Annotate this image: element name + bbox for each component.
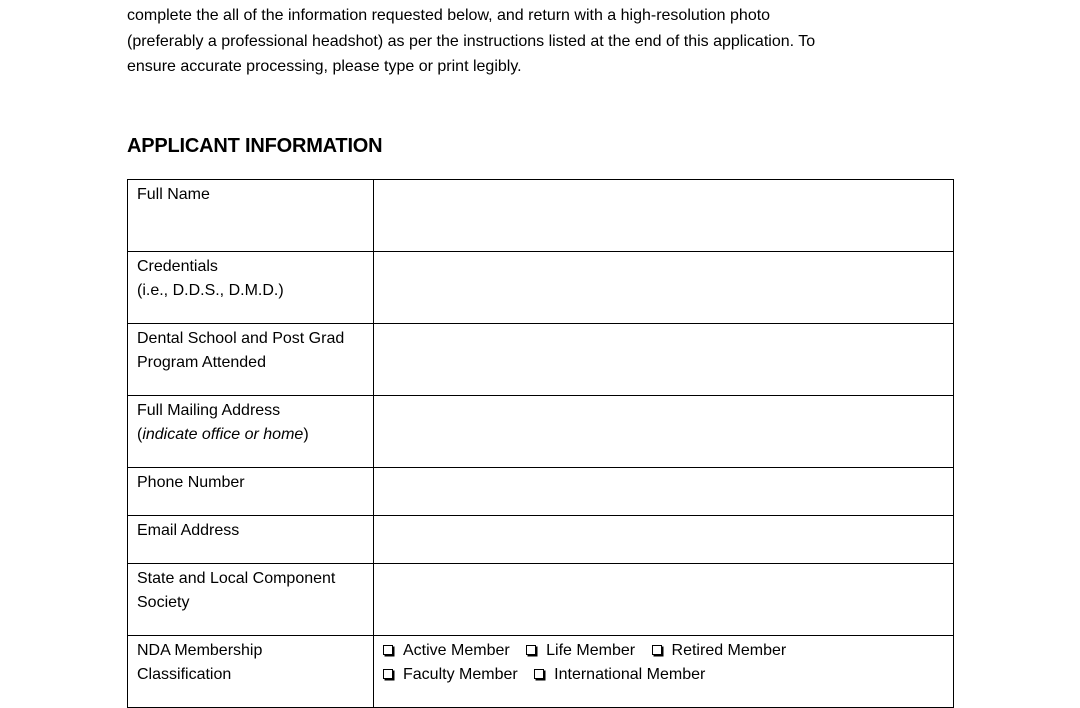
checkbox-icon[interactable] <box>383 669 393 679</box>
mailing-address-field[interactable] <box>374 396 954 468</box>
table-row-email <box>128 516 954 564</box>
table-row-membership <box>128 636 954 708</box>
table-row-phone <box>128 468 954 516</box>
checkbox-icon[interactable] <box>652 645 662 655</box>
faculty-member-option[interactable]: Faculty Member <box>383 666 518 683</box>
checkbox-icon[interactable] <box>383 645 393 655</box>
credentials-hint: (i.e., D.D.S., D.M.D.) <box>137 281 284 299</box>
component-society-field[interactable] <box>374 564 954 636</box>
dental-school-field[interactable] <box>374 324 954 396</box>
membership-options-row-2 <box>383 663 944 687</box>
full-name-field[interactable] <box>374 180 954 252</box>
table-row-mailing-address <box>128 396 954 468</box>
intro-line-1: complete the all of the information requested below, and return with a high-resolution photo <box>127 7 771 24</box>
intro-paragraph <box>127 3 927 80</box>
membership-options-row-1 <box>383 639 944 663</box>
retired-member-option[interactable]: Retired Member <box>652 642 787 659</box>
mailing-address-hint: (indicate office or home) <box>137 425 309 443</box>
email-label: Email Address <box>128 516 374 564</box>
phone-label: Phone Number <box>128 468 374 516</box>
credentials-label: Credentials (i.e., D.D.S., D.M.D.) <box>128 252 374 324</box>
email-field[interactable] <box>374 516 954 564</box>
dental-school-label: Dental School and Post Grad Program Attended <box>128 324 374 396</box>
checkbox-icon[interactable] <box>526 645 536 655</box>
membership-label: NDA Membership Classification <box>128 636 374 708</box>
active-member-option[interactable]: Active Member <box>383 642 510 659</box>
table-row-full-name <box>128 180 954 252</box>
component-society-label: State and Local Component Society <box>128 564 374 636</box>
intro-line-2: (preferably a professional headshot) as per the instructions listed at the end of this application. To <box>127 32 816 50</box>
table-row-dental-school <box>128 324 954 396</box>
full-name-label: Full Name <box>128 180 374 252</box>
checkbox-icon[interactable] <box>534 669 544 679</box>
credentials-field[interactable] <box>374 252 954 324</box>
life-member-option[interactable]: Life Member <box>526 642 635 659</box>
mailing-address-label: Full Mailing Address (indicate office or home) <box>128 396 374 468</box>
section-heading: APPLICANT INFORMATION <box>127 135 383 157</box>
membership-options <box>374 636 954 708</box>
table-row-credentials <box>128 252 954 324</box>
international-member-option[interactable]: International Member <box>534 666 705 683</box>
intro-line-3: ensure accurate processing, please type or print legibly. <box>127 58 522 75</box>
applicant-info-table <box>127 179 954 708</box>
table-row-component-society <box>128 564 954 636</box>
phone-field[interactable] <box>374 468 954 516</box>
